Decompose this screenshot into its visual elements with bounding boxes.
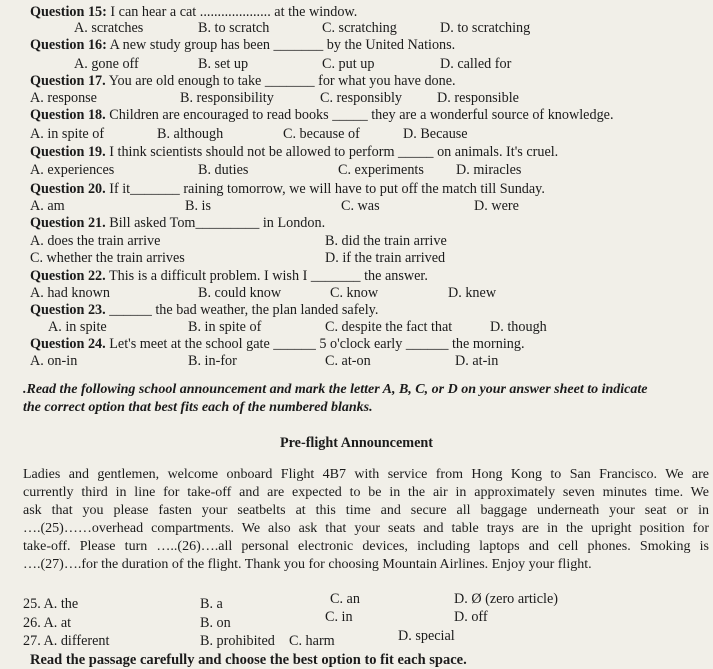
option-d[interactable]: D. at-in <box>455 353 499 369</box>
question-stem: ______ the bad weather, the plan landed safely. <box>109 302 379 318</box>
footer-instruction: Read the passage carefully and choose the best option to fit each space. <box>30 652 467 668</box>
option-c[interactable]: C. harm <box>289 633 335 649</box>
option-d[interactable]: D. Ø (zero article) <box>454 591 558 607</box>
option-a[interactable]: A. the <box>43 596 79 612</box>
option-d[interactable]: D. if the train arrived <box>325 250 446 266</box>
cloze-number: 27. <box>23 633 41 649</box>
option-b[interactable]: B. a <box>200 596 223 612</box>
option-a[interactable]: A. in spite <box>48 319 107 335</box>
option-c[interactable]: C. at-on <box>325 353 371 369</box>
option-a[interactable]: A. gone off <box>74 56 139 72</box>
option-c[interactable]: C. put up <box>322 56 375 72</box>
question-label: Question 17. <box>30 73 106 89</box>
option-a[interactable]: A. does the train arrive <box>30 233 161 249</box>
option-a[interactable]: A. scratches <box>74 20 144 36</box>
option-b[interactable]: B. in-for <box>188 353 237 369</box>
announcement-title: Pre-flight Announcement <box>279 435 434 451</box>
option-b[interactable]: B. to scratch <box>198 20 270 36</box>
option-a[interactable]: A. different <box>43 633 110 649</box>
question-19 <box>30 144 558 161</box>
question-21 <box>30 215 325 232</box>
option-d[interactable]: D. special <box>398 628 455 644</box>
question-24 <box>30 336 525 353</box>
option-a[interactable]: A. at <box>43 615 72 631</box>
question-22 <box>30 268 428 285</box>
option-c[interactable]: C. despite the fact that <box>325 319 453 335</box>
question-label: Question 24. <box>30 336 106 352</box>
cloze-27 <box>23 633 109 650</box>
question-stem: Children are encouraged to read books _____ they are a wonderful source of knowledge. <box>109 107 614 123</box>
cloze-25 <box>23 596 78 613</box>
question-17 <box>30 73 456 90</box>
option-b[interactable]: B. could know <box>198 285 282 301</box>
question-label: Question 15: <box>30 4 107 20</box>
option-c[interactable]: C. because of <box>283 126 360 142</box>
option-d[interactable]: D. though <box>490 319 547 335</box>
option-d[interactable]: D. called for <box>440 56 512 72</box>
question-stem: If it_______ raining tomorrow, we will have to put off the match till Sunday. <box>109 181 545 197</box>
option-c[interactable]: C. experiments <box>338 162 424 178</box>
option-b[interactable]: B. is <box>185 198 212 214</box>
question-stem: Let's meet at the school gate ______ 5 o'clock early ______ the morning. <box>109 336 525 352</box>
question-18 <box>30 107 614 124</box>
announcement-line: currently third in line for take-off and are expected to be in the air in approximately seven minutes time. We <box>23 485 709 500</box>
cloze-26 <box>23 615 71 632</box>
question-stem: I can hear a cat .................... at the window. <box>110 4 358 20</box>
option-a[interactable]: A. on-in <box>30 353 78 369</box>
option-c[interactable]: C. know <box>330 285 379 301</box>
announcement-line: ask that you please fasten your seatbelts at this time and secure all baggage underneath your seat or in <box>23 503 709 518</box>
question-16 <box>30 37 455 54</box>
question-stem: You are old enough to take _______ for what you have done. <box>108 73 456 89</box>
option-a[interactable]: A. response <box>30 90 97 106</box>
option-b[interactable]: B. duties <box>198 162 249 178</box>
instruction-line-2: the correct option that best fits each of the numbered blanks. <box>23 400 373 415</box>
option-a[interactable]: A. had known <box>30 285 110 301</box>
option-d[interactable]: D. knew <box>448 285 497 301</box>
option-a[interactable]: A. am <box>30 198 65 214</box>
option-b[interactable]: B. responsibility <box>180 90 274 106</box>
option-c[interactable]: C. whether the train arrives <box>30 250 185 266</box>
option-a[interactable]: A. experiences <box>30 162 115 178</box>
option-b[interactable]: B. prohibited <box>200 633 275 649</box>
question-label: Question 23. <box>30 302 106 318</box>
option-a[interactable]: A. in spite of <box>30 126 105 142</box>
option-c[interactable]: C. an <box>330 591 360 607</box>
option-c[interactable]: C. in <box>325 609 353 625</box>
question-label: Question 19. <box>30 144 106 160</box>
option-c[interactable]: C. was <box>341 198 380 214</box>
option-c[interactable]: C. scratching <box>322 20 397 36</box>
announcement-line: take-off. Please turn …..(26)….all personal electronic devices, including laptops and cell phones. Smoking is <box>23 539 709 554</box>
question-20 <box>30 181 545 198</box>
question-label: Question 22. <box>30 268 106 284</box>
question-label: Question 16: <box>30 37 107 53</box>
question-stem: Bill asked Tom_________ in London. <box>109 215 326 231</box>
option-b[interactable]: B. although <box>157 126 224 142</box>
option-b[interactable]: B. in spite of <box>188 319 262 335</box>
option-d[interactable]: D. miracles <box>456 162 522 178</box>
option-b[interactable]: B. on <box>200 615 231 631</box>
question-15 <box>30 4 357 21</box>
announcement-line: ….(27)….for the duration of the flight. Thank you for choosing Mountain Airlines. Enjoy your flight. <box>23 557 592 572</box>
question-stem: This is a difficult problem. I wish I _______ the answer. <box>108 268 428 284</box>
question-stem: I think scientists should not be allowed to perform _____ on animals. It's cruel. <box>109 144 559 160</box>
option-b[interactable]: B. set up <box>198 56 249 72</box>
option-d[interactable]: D. off <box>454 609 488 625</box>
question-stem: A new study group has been _______ by the United Nations. <box>109 37 456 53</box>
question-label: Question 21. <box>30 215 106 231</box>
instruction-line-1: .Read the following school announcement and mark the letter A, B, C, or D on your answer sheet to indicate <box>23 382 648 397</box>
announcement-line: ….(25)……overhead compartments. We also ask that your seats and table trays are in the upright position for <box>23 521 709 536</box>
option-b[interactable]: B. did the train arrive <box>325 233 447 249</box>
option-c[interactable]: C. responsibly <box>320 90 402 106</box>
announcement-line: Ladies and gentlemen, welcome onboard Flight 4B7 with service from Hong Kong to San Francisco. We are <box>23 467 709 482</box>
option-d[interactable]: D. were <box>474 198 519 214</box>
option-d[interactable]: D. Because <box>403 126 468 142</box>
option-d[interactable]: D. responsible <box>437 90 519 106</box>
cloze-number: 25. <box>23 596 41 612</box>
option-d[interactable]: D. to scratching <box>440 20 531 36</box>
question-23 <box>30 302 378 319</box>
question-label: Question 18. <box>30 107 106 123</box>
cloze-number: 26. <box>23 615 41 631</box>
question-label: Question 20. <box>30 181 106 197</box>
